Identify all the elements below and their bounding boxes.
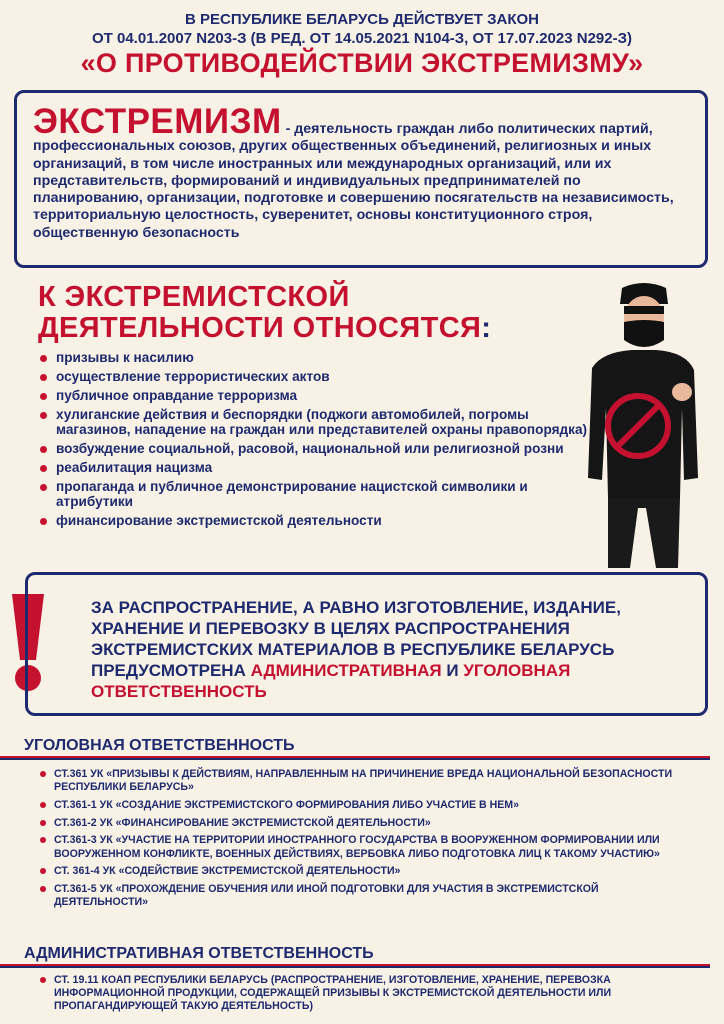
masked-person-illustration xyxy=(572,278,707,573)
criminal-highlight: УГОЛОВНАЯ ОТВЕТСТВЕННОСТЬ xyxy=(91,661,571,701)
administrative-title: АДМИНИСТРАТИВНАЯ ОТВЕТСТВЕННОСТЬ xyxy=(24,945,374,962)
list-item: СТ.361-5 УК «ПРОХОЖДЕНИЕ ОБУЧЕНИЯ ИЛИ ИНОЙ ПОДГОТОВКИ ДЛЯ УЧАСТИЯ В ЭКСТРЕМИСТСКОЙ ДЕЯТЕЛЬНОСТИ» xyxy=(40,883,680,909)
list-item: хулиганские действия и беспорядки (поджоги автомобилей, погромы магазинов, нападение на граждан или представителей охраны правопорядка) xyxy=(40,407,590,437)
definition-text: - деятельность граждан либо политических партий, профессиональных союзов, других общественных объединений, религиозных и иных организаций, в том числе иностранных или международных организаций, или их представительств, формирований и индивидуальных предпринимателей по планированию, организации, подготовке и совершению посягательств на независимость, территориальную целостность, суверенитет, основы конституционного строя, общественную безопасность xyxy=(33,121,674,241)
list-item: пропаганда и публичное демонстрирование нацистской символики и атрибутики xyxy=(40,479,590,509)
criminal-title: УГОЛОВНАЯ ОТВЕТСТВЕННОСТЬ xyxy=(24,737,295,754)
criminal-list xyxy=(40,768,680,914)
definition-term: ЭКСТРЕМИЗМ xyxy=(33,102,282,141)
law-title: «О ПРОТИВОДЕЙСТВИИ ЭКСТРЕМИЗМУ» xyxy=(80,48,644,78)
list-item: СТ.361-1 УК «СОЗДАНИЕ ЭКСТРЕМИСТСКОГО ФОРМИРОВАНИЯ ЛИБО УЧАСТИЕ В НЕМ» xyxy=(40,799,680,812)
list-item: публичное оправдание терроризма xyxy=(40,388,590,403)
administrative-list xyxy=(40,974,680,1018)
law-intro: В РЕСПУБЛИКЕ БЕЛАРУСЬ ДЕЙСТВУЕТ ЗАКОН ОТ 04.01.2007 N203-З (В РЕД. ОТ 14.05.2021 N104-З, ОТ 17.07.2023 N292-З) xyxy=(92,11,632,47)
list-item: СТ. 361-4 УК «СОДЕЙСТВИЕ ЭКСТРЕМИСТСКОЙ ДЕЯТЕЛЬНОСТИ» xyxy=(40,865,680,878)
warning-box: ЗА РАСПРОСТРАНЕНИЕ, А РАВНО ИЗГОТОВЛЕНИЕ, ИЗДАНИЕ, ХРАНЕНИЕ И ПЕРЕВОЗКУ В ЦЕЛЯХ РАСПРОСТРАНЕНИЯ ЭКСТРЕМИСТСКИХ МАТЕРИАЛОВ В РЕСПУБЛИКЕ БЕЛАРУСЬ ПРЕДУСМОТРЕНА АДМИНИСТРАТИВНАЯ И УГОЛОВНАЯ ОТВЕТСТВЕННОСТЬ xyxy=(25,572,708,716)
divider xyxy=(0,756,710,760)
list-item: призывы к насилию xyxy=(40,350,590,365)
activities-title: К ЭКСТРЕМИСТСКОЙ ДЕЯТЕЛЬНОСТИ ОТНОСЯТСЯ: xyxy=(38,281,492,344)
list-item: СТ.361 УК «ПРИЗЫВЫ К ДЕЙСТВИЯМ, НАПРАВЛЕННЫМ НА ПРИЧИНЕНИЕ ВРЕДА НАЦИОНАЛЬНОЙ БЕЗОПАСНОСТИ РЕСПУБЛИКИ БЕЛАРУСЬ» xyxy=(40,768,680,794)
definition-box xyxy=(14,90,708,268)
list-item: финансирование экстремистской деятельности xyxy=(40,513,590,528)
activities-list xyxy=(40,350,590,532)
administrative-highlight: АДМИНИСТРАТИВНАЯ xyxy=(250,661,442,680)
list-item: реабилитация нацизма xyxy=(40,460,590,475)
list-item: СТ. 19.11 КОАП РЕСПУБЛИКИ БЕЛАРУСЬ (РАСПРОСТРАНЕНИЕ, ИЗГОТОВЛЕНИЕ, ХРАНЕНИЕ, ПЕРЕВОЗКА ИНФОРМАЦИОННОЙ ПРОДУКЦИИ, СОДЕРЖАЩЕЙ ПРИЗЫВЫ К ЭКСТРЕМИСТСКОЙ ДЕЯТЕЛЬНОСТИ ИЛИ ПРОПАГАНДИРУЮЩЕЙ ТАКУЮ ДЕЯТЕЛЬНОСТЬ) xyxy=(40,974,680,1014)
list-item: осуществление террористических актов xyxy=(40,369,590,384)
list-item: СТ.361-3 УК «УЧАСТИЕ НА ТЕРРИТОРИИ ИНОСТРАННОГО ГОСУДАРСТВА В ВООРУЖЕННОМ ФОРМИРОВАНИИ ИЛИ ВООРУЖЕННОМ КОНФЛИКТЕ, ВОЕННЫХ ДЕЙСТВИЯХ, ВЕРБОВКА ЛИБО ПОДГОТОВКА ЛИЦ К ТАКОМУ УЧАСТИЮ» xyxy=(40,834,680,860)
divider xyxy=(0,964,710,968)
list-item: возбуждение социальной, расовой, национальной или религиозной розни xyxy=(40,441,590,456)
list-item: СТ.361-2 УК «ФИНАНСИРОВАНИЕ ЭКСТРЕМИСТСКОЙ ДЕЯТЕЛЬНОСТИ» xyxy=(40,817,680,830)
